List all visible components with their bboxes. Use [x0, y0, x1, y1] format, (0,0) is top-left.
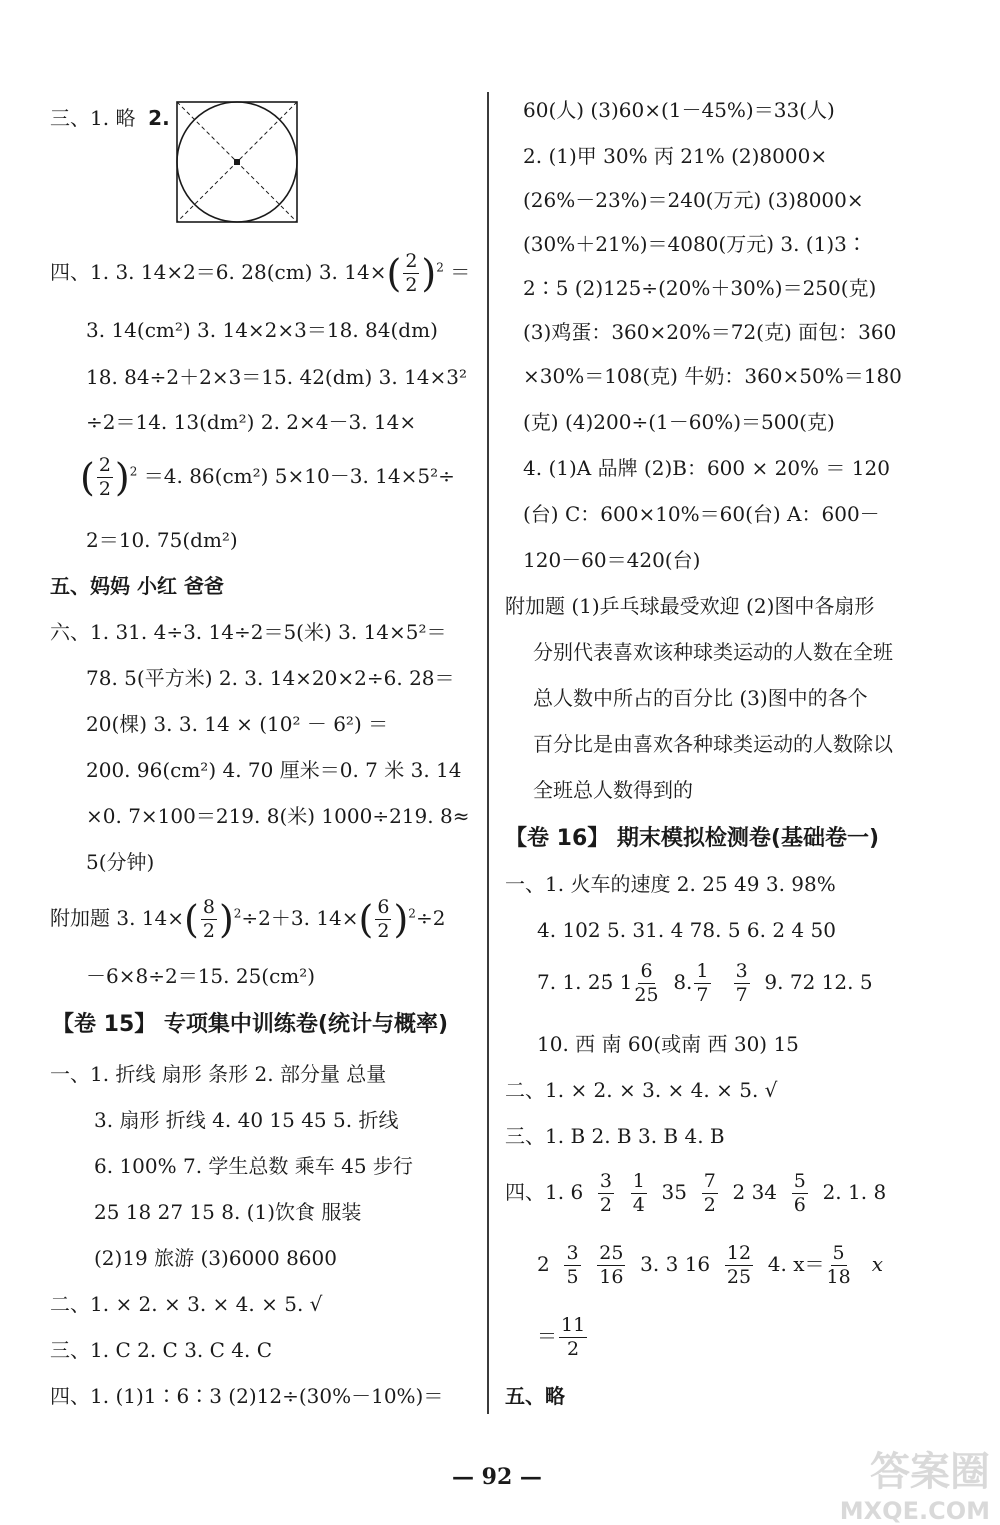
left-line-3: 3. 14(cm²) 3. 14×2×3＝18. 84(dm) [86, 318, 438, 342]
fraction: $\frac{25}{16}$ [599, 1242, 624, 1288]
right-line-2: 2. (1)甲 30% 丙 21% (2)8000× [523, 144, 828, 168]
left-line-19: 6. 100% 7. 学生总数 乘车 45 步行 [94, 1154, 413, 1178]
right-line-5: 2∶5 (2)125÷(20%＋30%)＝250(克) [523, 276, 877, 300]
right-line-11: 120－60＝420(台) [523, 548, 701, 572]
left-line-1: 三、1. 略 2. [50, 106, 170, 130]
left-line-4: 18. 84÷2＋2×3＝15. 42(dm) 3. 14×3² [86, 365, 468, 389]
right-line-7: ×30%＝108(克) 牛奶：360×50%＝180 [523, 364, 902, 388]
right-line-24: 2 $\frac{3}{5}$ $\frac{25}{16}$ 3. 3 16 $\frac{12}{25}$ 4. x＝ $\frac{5}{18}$ x [537, 1242, 884, 1288]
watermark-brand: 答案圈 [870, 1449, 990, 1495]
right-line-16: 全班总人数得到的 [533, 778, 693, 802]
left-line-5: ÷2＝14. 13(dm²) 2. 2×4－3. 14× [86, 410, 417, 434]
right-line-3: (26%－23%)＝240(万元) (3)8000× [523, 188, 864, 212]
right-line-4: (30%＋21%)＝4080(万元) 3. (1)3∶ [523, 232, 867, 256]
left-line-7: 2＝10. 75(dm²) [86, 528, 238, 552]
fraction: $\frac{6}{2}$ [377, 896, 390, 942]
right-line-25: ＝ $\frac{11}{2}$ [537, 1314, 586, 1360]
left-line-24: 四、1. (1)1∶6∶3 (2)12÷(30%－10%)＝ [50, 1384, 444, 1408]
fraction: $\frac{3}{2}$ [599, 1170, 612, 1216]
left-line-12: 200. 96(cm²) 4. 70 厘米＝0. 7 米 3. 14 [86, 758, 462, 782]
column-divider [487, 92, 489, 1414]
left-line-15: 附加题 3. 14×( $\frac{8}{2}$ )$^2$÷2＋3. 14×( $\frac{6}{2}$ )$^2$÷2 [50, 896, 446, 942]
section-heading-16: 【卷 16】 期末模拟检测卷(基础卷一) [505, 826, 880, 851]
left-line-11: 20(棵) 3. 3. 14 × (10² － 6²) ＝ [86, 712, 389, 736]
right-line-8: (克) (4)200÷(1－60%)＝500(克) [523, 410, 835, 434]
right-line-12: 附加题 (1)乒乓球最受欢迎 (2)图中各扇形 [505, 594, 875, 618]
figure-center-dot [234, 159, 240, 165]
right-line-21: 二、1. × 2. × 3. × 4. × 5. √ [505, 1078, 778, 1102]
fraction: $\frac{5}{18}$ [826, 1242, 851, 1288]
fraction: $\frac{3}{5}$ [566, 1242, 579, 1288]
right-line-13: 分别代表喜欢该种球类运动的人数在全班 [533, 640, 893, 664]
fraction: $\frac{12}{25}$ [726, 1242, 752, 1288]
fraction: $\frac{6}{25}$ [634, 960, 659, 1006]
right-line-19: 7. 1. 25̇ 1 $\frac{6}{25}$ 8. $\frac{1}{7}$ $\frac{3}{7}$ 9. 72 12. 5 [537, 960, 873, 1006]
fraction: $\frac{3}{7}$ [735, 960, 748, 1006]
watermark-text: MXQE.COM [839, 1497, 990, 1525]
right-line-26: 五、略 [505, 1384, 565, 1408]
left-line-6: ( $\frac{2}{2}$ )$^2$ ＝4. 86(cm²) 5×10－3. 14×5²÷ [80, 454, 455, 500]
page-number: — 92 — [452, 1464, 542, 1490]
left-line-20: 25 18 27 15 8. (1)饮食 服装 [94, 1200, 362, 1224]
right-line-17: 一、1. 火车的速度 2. 25 49 3. 98% [505, 872, 836, 896]
section-heading-15: 【卷 15】 专项集中训练卷(统计与概率) [52, 1012, 449, 1037]
fraction: $\frac{1}{4}$ [632, 1170, 645, 1216]
left-line-18: 3. 扇形 折线 4. 40 15 45 5. 折线 [94, 1108, 399, 1132]
left-line-2: 四、1. 3. 14×2＝6. 28(cm) 3. 14×( $\frac{2}{2}$ )$^2$ ＝ [50, 250, 471, 296]
left-line-9: 六、1. 31. 4÷3. 14÷2＝5(米) 3. 14×5²＝ [50, 620, 447, 644]
right-line-1: 60(人) (3)60×(1－45%)＝33(人) [523, 98, 835, 122]
left-line-14: 5(分钟) [86, 850, 155, 874]
left-line-16: －6×8÷2＝15. 25(cm²) [86, 964, 316, 988]
fraction: $\frac{7}{2}$ [703, 1170, 716, 1216]
left-line-23: 三、1. C 2. C 3. C 4. C [50, 1338, 273, 1362]
left-line-10: 78. 5(平方米) 2. 3. 14×20×2÷6. 28＝ [86, 666, 455, 690]
right-line-9: 4. (1)A 品牌 (2)B：600 × 20% ＝ 120 [523, 456, 890, 480]
left-line-22: 二、1. × 2. × 3. × 4. × 5. √ [50, 1292, 323, 1316]
right-line-14: 总人数中所占的百分比 (3)图中的各个 [533, 686, 868, 710]
right-line-10: (台) C：600×10%＝60(台) A：600－ [523, 502, 880, 526]
right-line-20: 10. 西 南 60(或南 西 30) 15 [537, 1032, 799, 1056]
watermark-logo [800, 1440, 990, 1525]
left-line-21: (2)19 旅游 (3)6000 8600 [94, 1246, 337, 1270]
left-line-13: ×0. 7×100＝219. 8(米) 1000÷219. 8≈ [86, 804, 470, 828]
fraction: $\frac{8}{2}$ [202, 896, 215, 942]
fraction: $\frac{2}{2}$ [405, 250, 418, 296]
fraction: $\frac{11}{2}$ [561, 1314, 586, 1360]
fraction: $\frac{5}{6}$ [793, 1170, 806, 1216]
right-line-23: 四、1. 6 $\frac{3}{2}$ $\frac{1}{4}$ 35 $\frac{7}{2}$ 2 34 $\frac{5}{6}$ 2. 1. 8 [505, 1170, 887, 1216]
right-line-18: 4. 102 5. 31. 4 78. 5 6. 2 4 50 [537, 918, 836, 942]
right-line-15: 百分比是由喜欢各种球类运动的人数除以 [533, 732, 893, 756]
left-line-17: 一、1. 折线 扇形 条形 2. 部分量 总量 [50, 1062, 387, 1086]
left-line-8: 五、妈妈 小红 爸爸 [50, 574, 224, 598]
fraction: $\frac{1}{7}$ [696, 960, 709, 1006]
fraction: $\frac{2}{2}$ [98, 454, 111, 500]
right-line-22: 三、1. B 2. B 3. B 4. B [505, 1124, 725, 1148]
right-line-6: (3)鸡蛋：360×20%＝72(克) 面包：360 [523, 320, 897, 344]
square-circle-figure [175, 100, 299, 224]
